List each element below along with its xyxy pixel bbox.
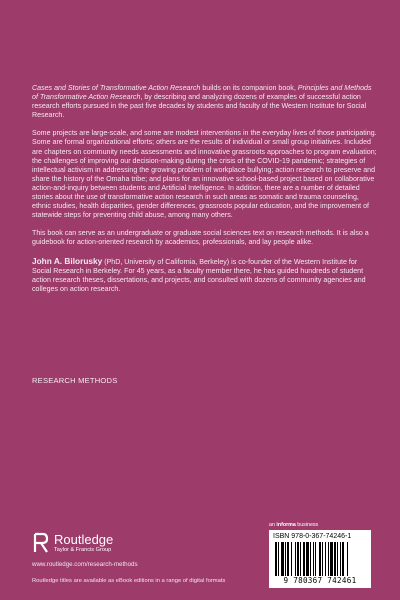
book-title: Cases and Stories of Transformative Action Research (32, 84, 201, 92)
routledge-logo-icon (32, 532, 50, 554)
barcode (269, 530, 371, 588)
intro-paragraph (32, 84, 378, 120)
companion-book-title: Principles and Methods of Transformative Action Research (32, 84, 372, 102)
barcode-bars-icon (275, 542, 365, 576)
barcode-digits: 9 780367 742461 (283, 576, 357, 585)
ebook-note: Routledge titles are available as eBook editions in a range of digital formats (32, 578, 226, 584)
informa-brand: informa (276, 522, 296, 528)
description (32, 84, 378, 303)
author-bio-text: (PhD, University of California, Berkeley) is co-founder of the Western Institute for Social Research in Berkeley. For 45 years, as a faculty member there, he has guided hundreds of student action research theses, dissertations, and projects, and consulted with dozens of community agencies and colleges on action research. (32, 257, 366, 293)
author-name: John A. Bilorusky (32, 255, 103, 266)
isbn-label: ISBN 978-0-367-74246-1 (273, 533, 352, 540)
intro-text-1: builds on its companion book, (200, 84, 298, 92)
subject-category: RESEARCH METHODS (32, 376, 118, 385)
usage-paragraph: This book can serve as an undergraduate or graduate social sciences text on research methods. It is also a guidebook for action-oriented research by academics, professionals, and lay people alike. (32, 229, 369, 247)
informa-tagline: an informa business (269, 522, 319, 528)
publisher-url[interactable]: www.routledge.com/research-methods (32, 561, 138, 568)
publisher-group: Taylor & Francis Group (54, 547, 112, 553)
author-bio (32, 257, 378, 294)
projects-paragraph: Some projects are large-scale, and some are modest interventions in the everyday lives of those participating. Some are formal organizational efforts; others are the results of individual or small group initiatives. Included are chapters on community needs assessments and innovative grassroots approaches to program evaluation; the challenges of improving our decision-making during the crisis of the COVID-19 pandemic; strategies of intellectual activism in addressing the growing problem of workplace bullying; action research to preserve and share the history of the Omaha tribe; and plans for an innovative school-based project based on collaborative action-and-inquiry between students and Artificial Intelligence. In addition, there are a number of detailed stories about the use of transformative action research in such areas as somatic and trauma counseling, ethnic studies, health disparities, gender differences, grassroots popular education, and the improvement of statewide steps for preventing child abuse, among many others. (32, 129, 377, 220)
publisher-name: Routledge (54, 532, 114, 547)
publisher-block (32, 532, 232, 568)
intro-text-2: , by describing and analyzing dozens of examples of successful action research efforts pursued in the past five decades by students and faculty of the Western Institute for Social Research. (32, 93, 367, 120)
